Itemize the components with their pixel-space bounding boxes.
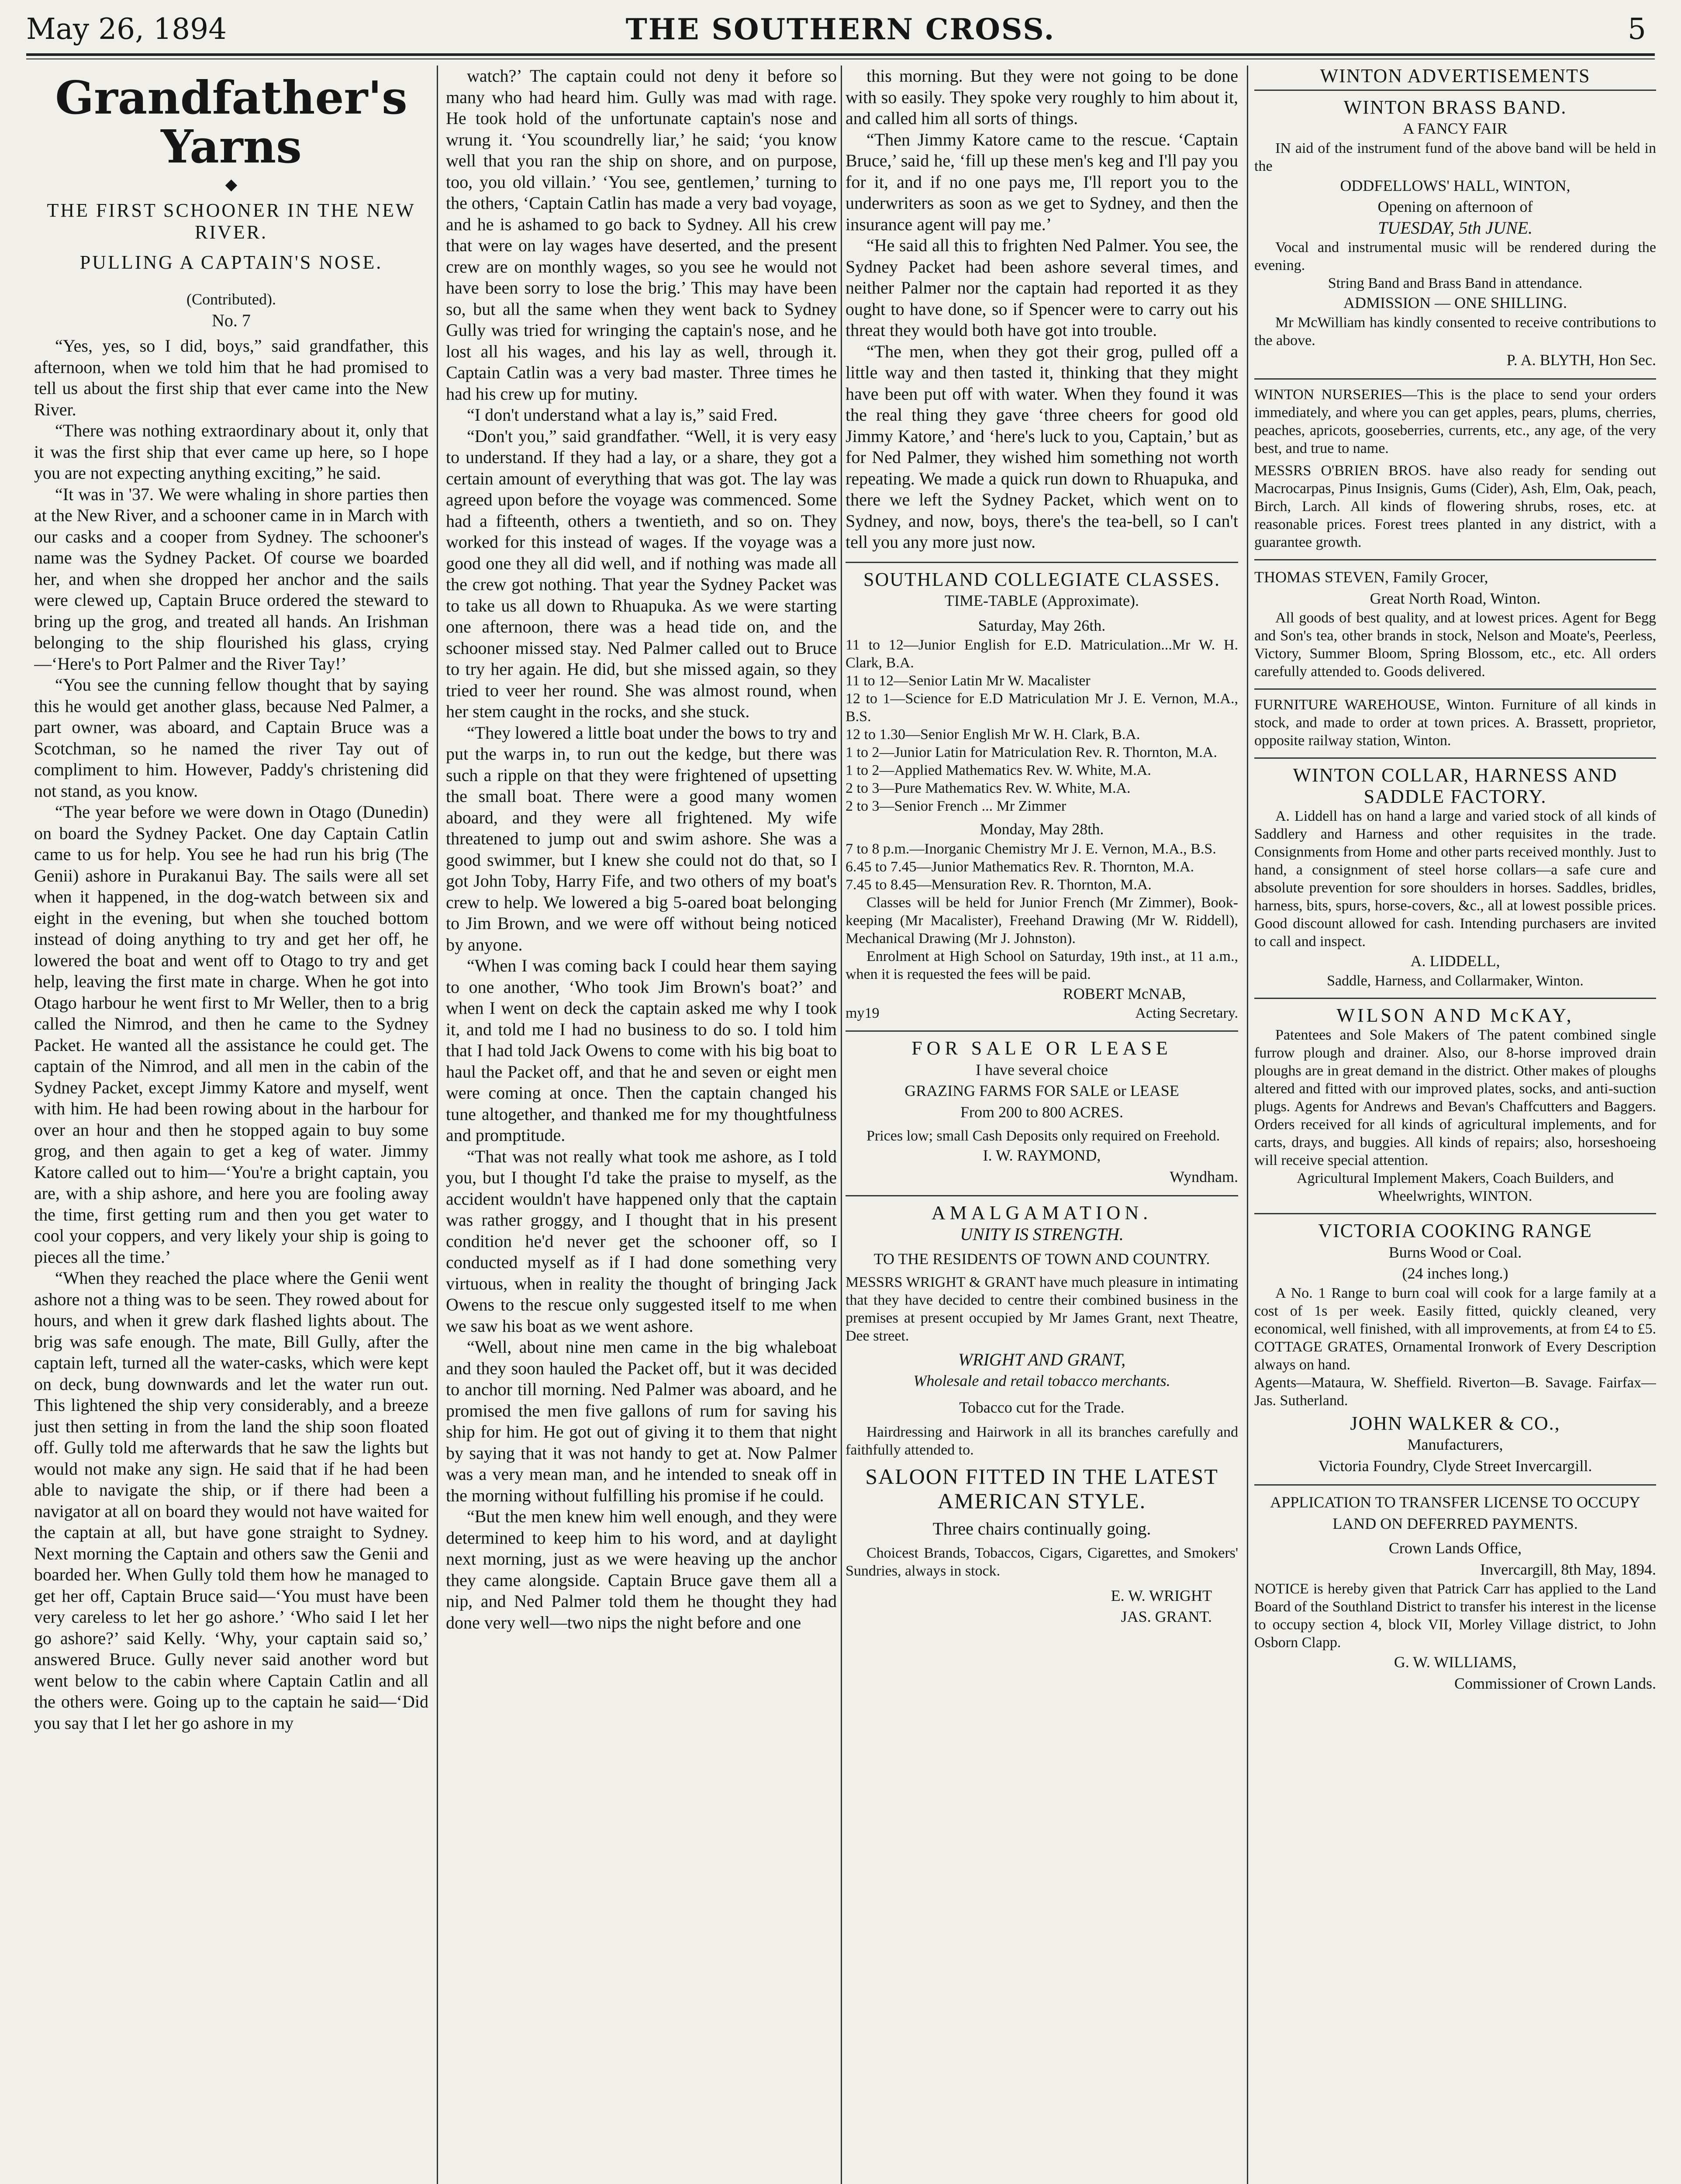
story-body-col2 (446, 66, 837, 1633)
firm-sub: Wholesale and retail tobacco merchants. (913, 1372, 1170, 1389)
story-paragraph: “The men, when they got their grog, pulled off a little way and then tasted it, thinking that they might have been put off with water. When they found it was the real thing they gave ‘three cheers for good old Jimmy Katore,’ and ‘here's luck to you, Captain,’ but as for Ned Palmer, they wished him something not worth repeating. We made a quick run down to Rhuapuka, and there we left the Sydney Packet, which went on to Sydney, and now, boys, there's the tea-bell, so I can't tell you any more just now. (846, 341, 1238, 552)
story-paragraph: “There was nothing extraordinary about it, only that it was the first ship that ever came up here, so I hope you are not expecting anything exciting,” he said. (34, 421, 428, 483)
ad-line: (24 inches long.) (1402, 1265, 1508, 1282)
ad-line: G. W. WILLIAMS, (1394, 1653, 1517, 1671)
contributed-label: (Contributed). (186, 290, 276, 308)
story-paragraph: “Don't you,” said grandfather. “Well, it is very easy to understand. If they had a lay, or a share, they got a certain amount of everything that was got. The lay was agreed upon before the voyage was commenced. Some had a fifteenth, others a twentieth, and so on. They worked for this instead of wages. If the voyage was a good one they all did well, and if nothing was made all the crew got nothing. That year the Sydney Packet was to take us all down to Rhuapuka. As we were starting one afternoon, there was a head tide on, and the schooner missed stay. Ned Palmer called out to Bruce to try her again. He did, but she missed again, so they tried to veer her round. She was almost round, when her stem caught in the rocks, and she stuck. (446, 426, 837, 721)
column-2 (446, 66, 837, 2184)
ad-title: WINTON COLLAR, HARNESS AND SADDLE FACTORY. (1293, 764, 1618, 807)
ad-title: WILSON AND McKAY, (1336, 1004, 1574, 1026)
story-paragraph: watch?’ The captain could not deny it before so many who had heard him. Gully was mad with rage. He took hold of the unfortunate captain's nose and wrung it. ‘You scoundrelly liar,’ he said; ‘you know well that you ran the ship on shore, and on purpose, too, you old villain.’ ‘You see, gentlemen,’ turning to the others, ‘Captain Catlin has made a very bad voyage, and he is ashamed to go back to Sydney. All his crew that were on lay wages have deserted, and the present crew are on monthly wages, so you see he would not have been sorry to lose the brig.’ This may have been so, but all the same when they went back to Sydney Gully was tried for wringing the captain's nose, and he lost all his wages, and his lay as well, through it. Captain Catlin was a very bad master. Three times he had his crew up for mutiny. (446, 66, 837, 404)
timetable-row: 2 to 3—Senior French ... Mr Zimmer (846, 798, 1067, 814)
ad-line: Agricultural Implement Makers, Coach Builders, and Wheelwrights, WINTON. (1296, 1170, 1614, 1204)
timetable-row: 12 to 1—Science for E.D Matriculation Mr J. E. Vernon, M.A., B.S. (846, 691, 1238, 725)
ad-title: SOUTHLAND COLLEGIATE CLASSES. (863, 568, 1220, 590)
timetable-row: 6.45 to 7.45—Junior Mathematics Rev. R. Thornton, M.A. (846, 858, 1194, 875)
nurseries-ad (1254, 378, 1656, 559)
page-header (26, 10, 1655, 49)
for-sale-ad (846, 1030, 1238, 1195)
ad-body: A. Liddell has on hand a large and varied stock of all kinds of Saddlery and Harness and other requisites in the trade. Consignments from Home and other parts received monthly. Just to hand, a consignment of steel horse collars—a safe cure and absolute prevention for sore shoulders in horses. Saddles, bridles, harness, bits, spurs, horse-covers, &c., all at lowest possible prices. Good discount allowed for cash. Intending purchasers are invited to call and inspect. (1254, 808, 1656, 950)
story-subheading: THE FIRST SCHOONER IN THE NEW RIVER. (47, 199, 416, 243)
ad-line: ADMISSION — ONE SHILLING. (1343, 294, 1567, 311)
story-paragraph: “The year before we were down in Otago (Dunedin) on board the Sydney Packet. One day Captain Catlin came to us for help. You see he had run his brig (The Genii) ashore in Purakanui Bay. The sails were all set when it happened, in the dog-watch between six and eight in the evening, but when she touched bottom instead of doing anything to try and get her off, he lowered the boat and went off to Otago to try and get help, leaving the first mate in charge. When he got into Otago harbour he went first to Mr Weller, then to a brig called the Nimrod, and then he came to the Sydney Packet. He wanted all the assistance he could get. The captain of the Nimrod, and all men in the cabin of the Sydney Packet, except Jimmy Katore and myself, went with him. He had been rowing about in the harbour for over an hour and then he stopped again to buy some grog, and then again to get a keg of water. Jimmy Katore called out to him—‘You're a bright captain, you are, with a ship ashore, and here you are fooling away the time, first getting rum and then you get water to cool your coppers, and very likely your ship is going to pieces all the time.’ (34, 802, 428, 1267)
timetable-row: 1 to 2—Junior Latin for Matriculation Rev. R. Thornton, M.A. (846, 744, 1217, 760)
story-paragraph: “They lowered a little boat under the bows to try and put the warps in, to run out the kedge, but there was such a ripple on that they were frightened of upsetting the small boat. There were a good many women aboard, and they were all frightened. My wife threatened to jump out and swim ashore. She was a good swimmer, but I knew she could not do that, so I got John Toby, Harry Fife, and two others of my boat's crew to help. We lowered a big 5-oared boat belonging to Jim Brown, and we were off without being noticed by anyone. (446, 722, 837, 954)
story-paragraph: “He said all this to frighten Ned Palmer. You see, the Sydney Packet had been ashore several times, and neither Palmer nor the captain had reported it as they ought to have done, so if Spencer were to carry out his threat they would both have got into trouble. (846, 235, 1238, 340)
ad-line: I have several choice (976, 1061, 1108, 1078)
ad-line: IN aid of the instrument fund of the above band will be held in the (1254, 140, 1656, 174)
ornament-divider: ◆ (225, 176, 238, 193)
ad-line: GRAZING FARMS FOR SALE or LEASE (904, 1082, 1179, 1099)
saloon-banner: SALOON FITTED IN THE LATEST AMERICAN STYLE. (865, 1464, 1218, 1513)
column-1 (34, 66, 428, 2184)
story-headline: Grandfather's Yarns (55, 71, 407, 173)
ad-line: Three chairs continually going. (932, 1519, 1151, 1538)
ad-motto: UNITY IS STRENGTH. (960, 1224, 1124, 1244)
ad-line: Mr McWilliam has kindly consented to receive contributions to the above. (1254, 314, 1656, 349)
signatory: ROBERT McNAB, (1063, 985, 1186, 1002)
ad-line: Crown Lands Office, (1388, 1539, 1522, 1557)
proprietor: E. W. WRIGHT (1111, 1586, 1212, 1604)
timetable-day: Saturday, May 26th. (978, 616, 1106, 634)
story-paragraph: “You see the cunning fellow thought that by saying this he would get another glass, because Ned Palmer, a part owner, was aboard, and Captain Bruce was a Scotchman, so he named the river Tay out of compliment to him. However, Paddy's christening did not stand, as you know. (34, 675, 428, 801)
timetable-row: 1 to 2—Applied Mathematics Rev. W. White, M.A. (846, 762, 1151, 778)
header-rule (26, 53, 1655, 56)
ad-body: A No. 1 Range to burn coal will cook for a large family at a cost of 1s per week. Easily fitted, quickly cleaned, very economical, well finished, with all improvements, at from £4 to £5. COTTAGE GRATES, Ornamental Ironwork of Every Description always on hand. (1254, 1285, 1656, 1373)
story-paragraph: “When I was coming back I could hear them saying to one another, ‘Who took Jim Brown's boat?’ and when I went on deck the captain asked me why I took it, and told me I had no business to do so. I told him that I had told Jack Owens to come with his big boat to haul the Packet off, and that he and seven or eight men were coming at once. Then the captain changed his tune altogether, and thanked me for my thoughtfulness and promptitude. (446, 956, 837, 1145)
story-paragraph: “I don't understand what a lay is,” said Fred. (467, 405, 778, 425)
advertiser-place: Wyndham. (1170, 1168, 1238, 1185)
ad-body: MESSRS WRIGHT & GRANT have much pleasure in intimating that they have decided to centre their combined business in the premises at present occupied by Mr James Grant, next Theatre, Dee street. (846, 1274, 1238, 1344)
timetable-row: 7 to 8 p.m.—Inorganic Chemistry Mr J. E. Vernon, M.A., B.S. (846, 840, 1216, 857)
advertiser-name: I. W. RAYMOND, (983, 1147, 1101, 1164)
ad-title: APPLICATION TO TRANSFER LICENSE TO OCCUPY LAND ON DEFERRED PAYMENTS. (1270, 1493, 1640, 1532)
ad-title: WINTON BRASS BAND. (1343, 96, 1567, 118)
ad-subtitle: TIME-TABLE (Approximate). (945, 592, 1139, 609)
column-divider (437, 66, 438, 2184)
ad-line: A FANCY FAIR (1403, 120, 1508, 137)
timetable-row: 7.45 to 8.45—Mensuration Rev. R. Thornton, M.A. (846, 876, 1152, 893)
ad-body: Patentees and Sole Makers of The patent combined single furrow plough and drainer. Also, our 8-horse improved drain ploughs are in great demand in the district. Other makes of ploughs altered and fitted with our improved plates, socks, and anti-suction plugs. Agents for Andrews and Bevan's Chaffcutters and Baggers. Orders received for all kinds of agricultural implements, and for carts, drays, and buggies. All kinds of repairs; also, horseshoeing will receive special attention. (1254, 1027, 1656, 1168)
timetable-row: 2 to 3—Pure Mathematics Rev. W. White, M.A. (846, 780, 1131, 796)
ad-line: Manufacturers, (1407, 1436, 1503, 1453)
column-3 (846, 66, 1238, 2184)
column-4 (1254, 66, 1656, 2184)
amalgamation-ad (846, 1195, 1238, 1635)
license-ad (1254, 1484, 1656, 1702)
timetable-row: 11 to 12—Junior English for E.D. Matriculation...Mr W. H. Clark, B.A. (846, 637, 1238, 671)
ad-line: Prices low; small Cash Deposits only required on Freehold. (866, 1128, 1220, 1144)
timetable-row: 12 to 1.30—Senior English Mr W. H. Clark, B.A. (846, 726, 1140, 743)
ad-title: THOMAS STEVEN, Family Grocer, (1254, 568, 1488, 586)
ad-body: WINTON NURSERIES—This is the place to send your orders immediately, and where you can get apples, pears, plums, cherries, peaches, apricots, gooseberries, currents, etc., any age, of the very best, and true to name. (1254, 387, 1656, 456)
ad-line: Invercargill, 8th May, 1894. (1480, 1560, 1656, 1578)
ad-line: Burns Wood or Coal. (1388, 1243, 1522, 1261)
ad-line: String Band and Brass Band in attendance. (1328, 275, 1583, 291)
ad-line: Vocal and instrumental music will be rendered during the evening. (1254, 239, 1656, 273)
ad-body: All goods of best quality, and at lowest prices. Agent for Begg and Son's tea, other brands in stock, Nelson and Moate's, Peerless, Victory, Summer Bloom, Spring Blossom, etc., etc. All orders carefully attended to. Goods delivered. (1254, 610, 1656, 680)
ad-line: Opening on afternoon of (1377, 198, 1533, 215)
timetable-day1 (846, 636, 1238, 815)
story-body-col1 (34, 335, 428, 1734)
ad-body: FURNITURE WAREHOUSE, Winton. Furniture of all kinds in stock, and made to order at town prices. A. Brassett, proprietor, opposite railway station, Winton. (1254, 697, 1656, 749)
ad-line: TO THE RESIDENTS OF TOWN AND COUNTRY. (873, 1250, 1210, 1268)
story-paragraph: this morning. But they were not going to be done with so easily. They spoke very roughly to him about it, and called him all sorts of things. (846, 66, 1238, 128)
page-number: 5 (1628, 12, 1646, 46)
ad-title: FOR SALE OR LEASE (911, 1037, 1172, 1059)
ad-line: Victoria Foundry, Clyde Street Invercargill. (1318, 1457, 1592, 1475)
date-code: my19 (846, 1005, 880, 1021)
story-paragraph: “That was not really what took me ashore, as I told you, but I thought I'd take the praise to myself, as the accident wouldn't have happened only that the captain was rather groggy, and I thought that in his present condition he'd never get the schooner off, so I conducted myself as if I had done something very virtuous, when in reality the thought of bringing Jack Owens to the rescue only suggested itself to me when we saw his boat as we went ashore. (446, 1146, 837, 1336)
timetable-row: 11 to 12—Senior Latin Mr W. Macalister (846, 673, 1091, 689)
ad-line: Saddle, Harness, and Collarmaker, Winton. (1327, 972, 1584, 989)
classes-note: Classes will be held for Junior French (Mr Zimmer), Book-keeping (Mr Macalister), Freehand Drawing (Mr W. Riddell), Mechanical Drawing (Mr J. Johnston). (846, 894, 1238, 947)
ad-line: Tobacco cut for the Trade. (959, 1398, 1125, 1416)
ad-title: AMALGAMATION. (931, 1202, 1153, 1223)
ad-line: P. A. BLYTH, Hon Sec. (1506, 351, 1656, 369)
timetable-day: Monday, May 28th. (980, 820, 1104, 838)
ad-body: MESSRS O'BRIEN BROS. have also ready for sending out Macrocarpas, Pinus Insignis, Gums (Cider), Ash, Elm, Oak, peach, Birch, Larch. All kinds of flowering shrubs, roses, etc. at reasonable prices. Forest trees planted in any district, with a guarantee growth. (1254, 463, 1656, 550)
timetable-day2 (846, 840, 1238, 894)
story-paragraph: “Well, about nine men came in the big whaleboat and they soon hauled the Packet off, but it was decided to anchor till morning. Ned Palmer was aboard, and he promised the men five gallons of rum for saving his ship for him. He got out of giving it to them that night by saying that it was not handy to get at. Now Palmer was a very mean man, and he intended to sneak off in the morning without fulfilling his promise if he could. (446, 1337, 837, 1505)
ad-line: Hairdressing and Hairwork in all its branches carefully and faithfully attended to. (846, 1424, 1238, 1458)
story-paragraph: “Then Jimmy Katore came to the rescue. ‘Captain Bruce,’ said he, ‘fill up these men's keg and I'll pay you for it, and if no one pays me, I'll report you to the underwriters as soon as we get to Sydney, and then the insurance agent will pay me.’ (846, 129, 1238, 234)
ad-line: TUESDAY, 5th JUNE. (1377, 218, 1533, 238)
sign-row (846, 1004, 1238, 1023)
southland-collegiate-ad (846, 562, 1238, 1031)
ad-line: A. LIDDELL, (1410, 952, 1500, 970)
victoria-ad (1254, 1213, 1656, 1484)
column-divider (841, 66, 842, 2184)
ad-line: Choicest Brands, Tobaccos, Cigars, Cigarettes, and Smokers' Sundries, always in stock. (846, 1545, 1238, 1579)
wilson-ad (1254, 998, 1656, 1213)
signatory-role: Acting Secretary. (1135, 1005, 1238, 1021)
ad-title: VICTORIA COOKING RANGE (1318, 1220, 1592, 1241)
ad-title: JOHN WALKER & CO., (1350, 1412, 1560, 1434)
collar-ad (1254, 757, 1656, 998)
story-subheading-2: PULLING A CAPTAIN'S NOSE. (79, 251, 383, 273)
furniture-ad (1254, 688, 1656, 757)
story-number: No. 7 (212, 310, 251, 330)
ad-line: Commissioner of Crown Lands. (1454, 1674, 1656, 1692)
ad-line: From 200 to 800 ACRES. (960, 1103, 1124, 1121)
section-title: WINTON ADVERTISEMENTS (1254, 66, 1656, 91)
steven-ad (1254, 559, 1656, 688)
story-paragraph: “Yes, yes, so I did, boys,” said grandfather, this afternoon, when we told him that he had promised to tell us about the first ship that ever came into the New River. (34, 336, 428, 419)
story-body-col3 (846, 66, 1238, 553)
ad-line: ODDFELLOWS' HALL, WINTON, (1340, 176, 1571, 194)
issue-date: May 26, 1894 (26, 12, 227, 46)
story-paragraph: “It was in '37. We were whaling in shore parties then at the New River, and a schooner came in in March with our casks and a cooper from Sydney. The schooner's name was the Sydney Packet. Of course we boarded her, and when she dropped her anchor and the sails were clewed up, Captain Bruce ordered the steward to bring up the grog, and treated all hands. An Irishman belonging to the ship flourished his glass, crying—‘Here's to Port Palmer and the River Tay!’ (34, 484, 428, 674)
proprietor: JAS. GRANT. (1121, 1608, 1212, 1625)
brass-band-ad (1254, 91, 1656, 379)
column-divider (1247, 66, 1248, 2184)
firm-name: WRIGHT AND GRANT, (958, 1349, 1126, 1369)
enrolment-note: Enrolment at High School on Saturday, 19th inst., at 11 a.m., when it is requested the fees will be paid. (846, 948, 1238, 982)
ad-line: Agents—Mataura, W. Sheffield. Riverton—B. Savage. Fairfax—Jas. Sutherland. (1254, 1374, 1656, 1409)
ad-line: Great North Road, Winton. (1370, 589, 1541, 607)
story-paragraph: “But the men knew him well enough, and they were determined to keep him to his word, and at daylight next morning, just as we were heaving up the anchor they came alongside. Captain Bruce gave them all a nip, and Ned Palmer told them he thought they had done very well—two nips the night before and one (446, 1507, 837, 1632)
masthead-title: THE SOUTHERN CROSS. (625, 12, 1056, 46)
story-paragraph: “When they reached the place where the Genii went ashore not a thing was to be seen. They rowed about for hours, and when it grew dark flashed lights about. The brig was safe enough. The mate, Bill Gully, after the captain left, turned all the water-casks, which were kept on deck, bung downwards and let the water run out. This lightened the ship very considerably, and a breeze just then setting in from the land the ship soon floated off. Gully told me afterwards that he saw the lights but would not make any sign. He said that if he had been able to navigate the ship, or if there had been a navigator at all on board they would not have waited for the captain at all, but have gone straight to Sydney. Next morning the Captain and others saw the Genii and boarded her. When Gully told them how he managed to get her off, Captain Bruce said—‘You must have been very careless to let her go ashore.’ ‘Who said I let her go ashore?’ said Kelly. ‘Why, your captain said so,’ answered Bruce. Gully never said another word but went below to the cabin where Captain Catlin and all the others were. Going up to the captain he said—‘Did you say that I let her go ashore in my (34, 1268, 428, 1733)
ad-body: NOTICE is hereby given that Patrick Carr has applied to the Land Board of the Southland District to transfer his interest in the license to occupy section 4, block VII, Morley Village district, to John Osborn Clapp. (1254, 1581, 1656, 1651)
